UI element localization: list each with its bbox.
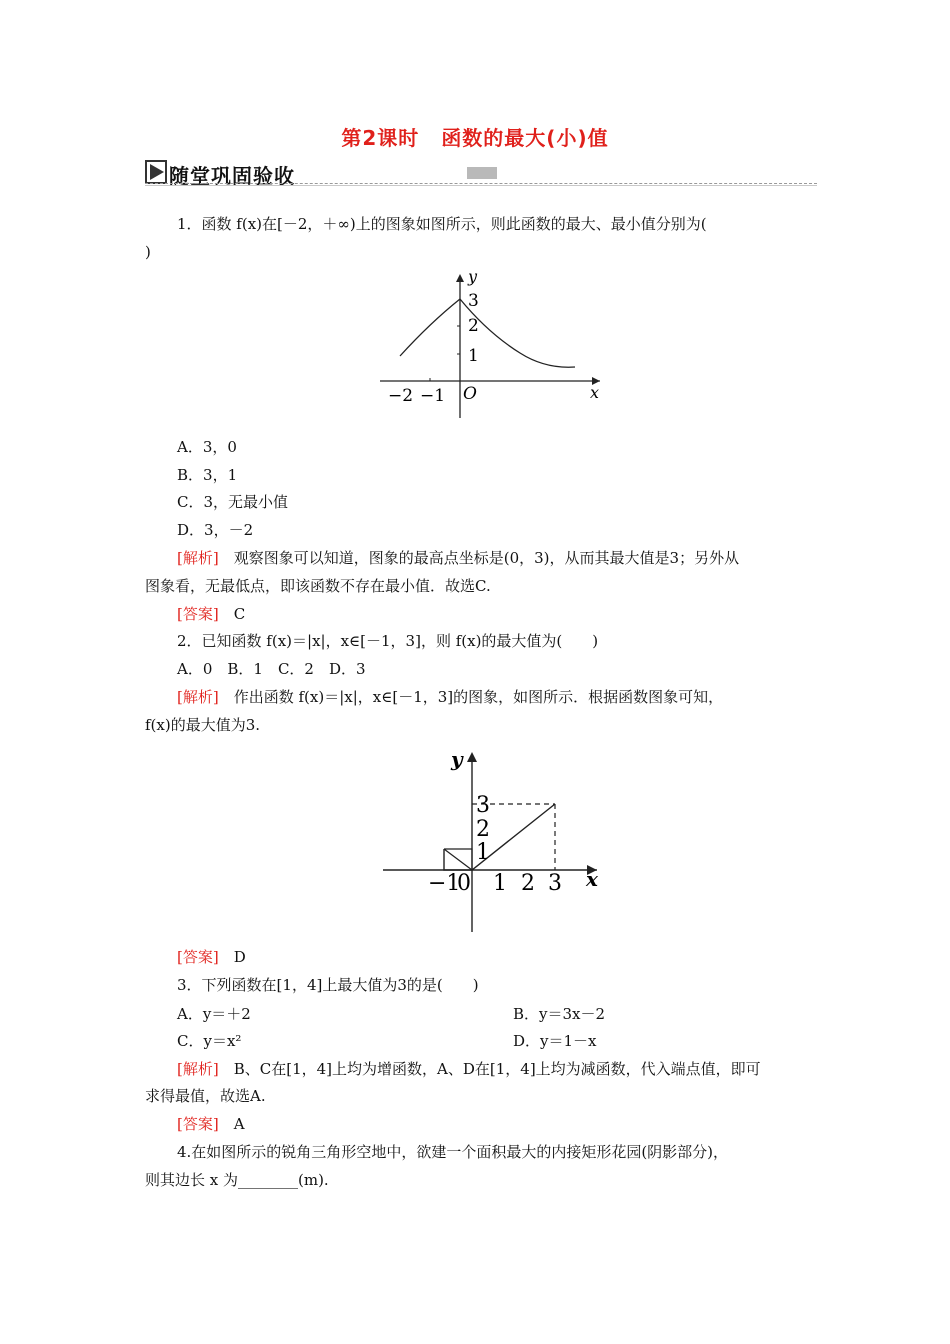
- q1-y-label: y: [468, 268, 478, 286]
- q2-y-tick: 2: [476, 817, 490, 842]
- q2-y-tick: 1: [476, 840, 490, 865]
- play-arrow-icon: [145, 160, 167, 184]
- analysis-tag: [解析]: [177, 549, 219, 567]
- q4-stem-line2: 则其边长 x 为________(m).: [145, 1171, 329, 1189]
- q2-abs-graph: [444, 804, 555, 870]
- q1-option-b: B．3，1: [177, 466, 238, 484]
- q1-curve: [400, 299, 575, 367]
- q3-analysis-line1: [解析] B、C在[1，4]上均为增函数，A、D在[1，4]上均为减函数，代入端点值，即可: [177, 1060, 761, 1078]
- q3-option-a: A．y＝＋2: [177, 1005, 251, 1023]
- q3-answer: [答案] A: [177, 1115, 245, 1133]
- q2-y-arrow: [467, 752, 477, 762]
- q2-stem: 2．已知函数 f(x)＝|x|，x∈[－1，3]，则 f(x)的最大值为( ): [177, 632, 599, 650]
- q2-left-segment: [444, 849, 472, 870]
- q1-stem-end: ): [145, 243, 151, 261]
- q1-y-tick: 2: [468, 316, 479, 336]
- section-bar: [467, 167, 497, 179]
- q2-x-tick: 1: [493, 871, 507, 896]
- q1-y-arrow: [456, 274, 464, 282]
- section-divider: [145, 183, 817, 184]
- q1-option-c: C．3，无最小值: [177, 493, 289, 511]
- q3-option-b: B．y＝3x－2: [513, 1005, 606, 1023]
- answer-tag: [答案]: [177, 1115, 219, 1133]
- section-title: 随堂巩固验收: [169, 164, 295, 188]
- q2-answer: [答案] D: [177, 948, 246, 966]
- analysis-tag: [解析]: [177, 1060, 219, 1078]
- q2-options: A．0 B．1 C．2 D．3: [177, 660, 366, 678]
- answer-tag: [答案]: [177, 948, 219, 966]
- q1-answer: [答案] C: [177, 605, 246, 623]
- page-title: 第2课时 函数的最大(小)值: [341, 126, 609, 150]
- q4-stem-line1: 4.在如图所示的锐角三角形空地中，欲建一个面积最大的内接矩形花园(阴影部分)，: [177, 1143, 729, 1161]
- q1-option-d: D．3，－2: [177, 521, 254, 539]
- q2-x-tick: 3: [548, 871, 562, 896]
- answer-tag: [答案]: [177, 605, 219, 623]
- q1-graph: [370, 268, 610, 428]
- section-header: [145, 158, 817, 188]
- analysis-tag: [解析]: [177, 688, 219, 706]
- q3-option-d: D．y＝1－x: [513, 1032, 597, 1050]
- q3-option-c: C．y＝x²: [177, 1032, 242, 1050]
- q3-stem: 3．下列函数在[1，4]上最大值为3的是( ): [177, 976, 479, 994]
- q2-x-tick: 2: [521, 871, 535, 896]
- q2-x-label: x: [586, 867, 598, 891]
- q2-analysis-line2: f(x)的最大值为3.: [145, 716, 261, 734]
- q3-analysis-line2: 求得最值，故选A.: [145, 1087, 266, 1105]
- q1-x-label: x: [590, 383, 600, 402]
- q1-origin-label: O: [463, 384, 477, 404]
- q2-y-tick: 3: [476, 793, 490, 818]
- q1-y-tick: 1: [468, 346, 479, 366]
- q1-option-a: A．3，0: [177, 438, 237, 456]
- q1-analysis-line1: [解析] 观察图象可以知道，图象的最高点坐标是(0，3)，从而其最大值是3；另外从: [177, 549, 740, 567]
- q2-y-label: y: [451, 747, 463, 771]
- q2-x-tick: −1: [428, 871, 461, 896]
- q1-x-tick: −2: [388, 386, 414, 406]
- q1-y-tick: 3: [468, 291, 479, 311]
- q1-stem: 1．函数 f(x)在[－2，＋∞)上的图象如图所示，则此函数的最大、最小值分别为(: [177, 215, 707, 233]
- q2-graph: [375, 742, 615, 937]
- q2-x-tick: 0: [457, 871, 471, 896]
- q2-analysis-line1: [解析] 作出函数 f(x)＝|x|，x∈[－1，3]的图象，如图所示．根据函数图象可知，: [177, 688, 724, 706]
- q1-x-tick: −1: [420, 386, 446, 406]
- q1-analysis-line2: 图象看，无最低点，即该函数不存在最小值．故选C.: [145, 577, 491, 595]
